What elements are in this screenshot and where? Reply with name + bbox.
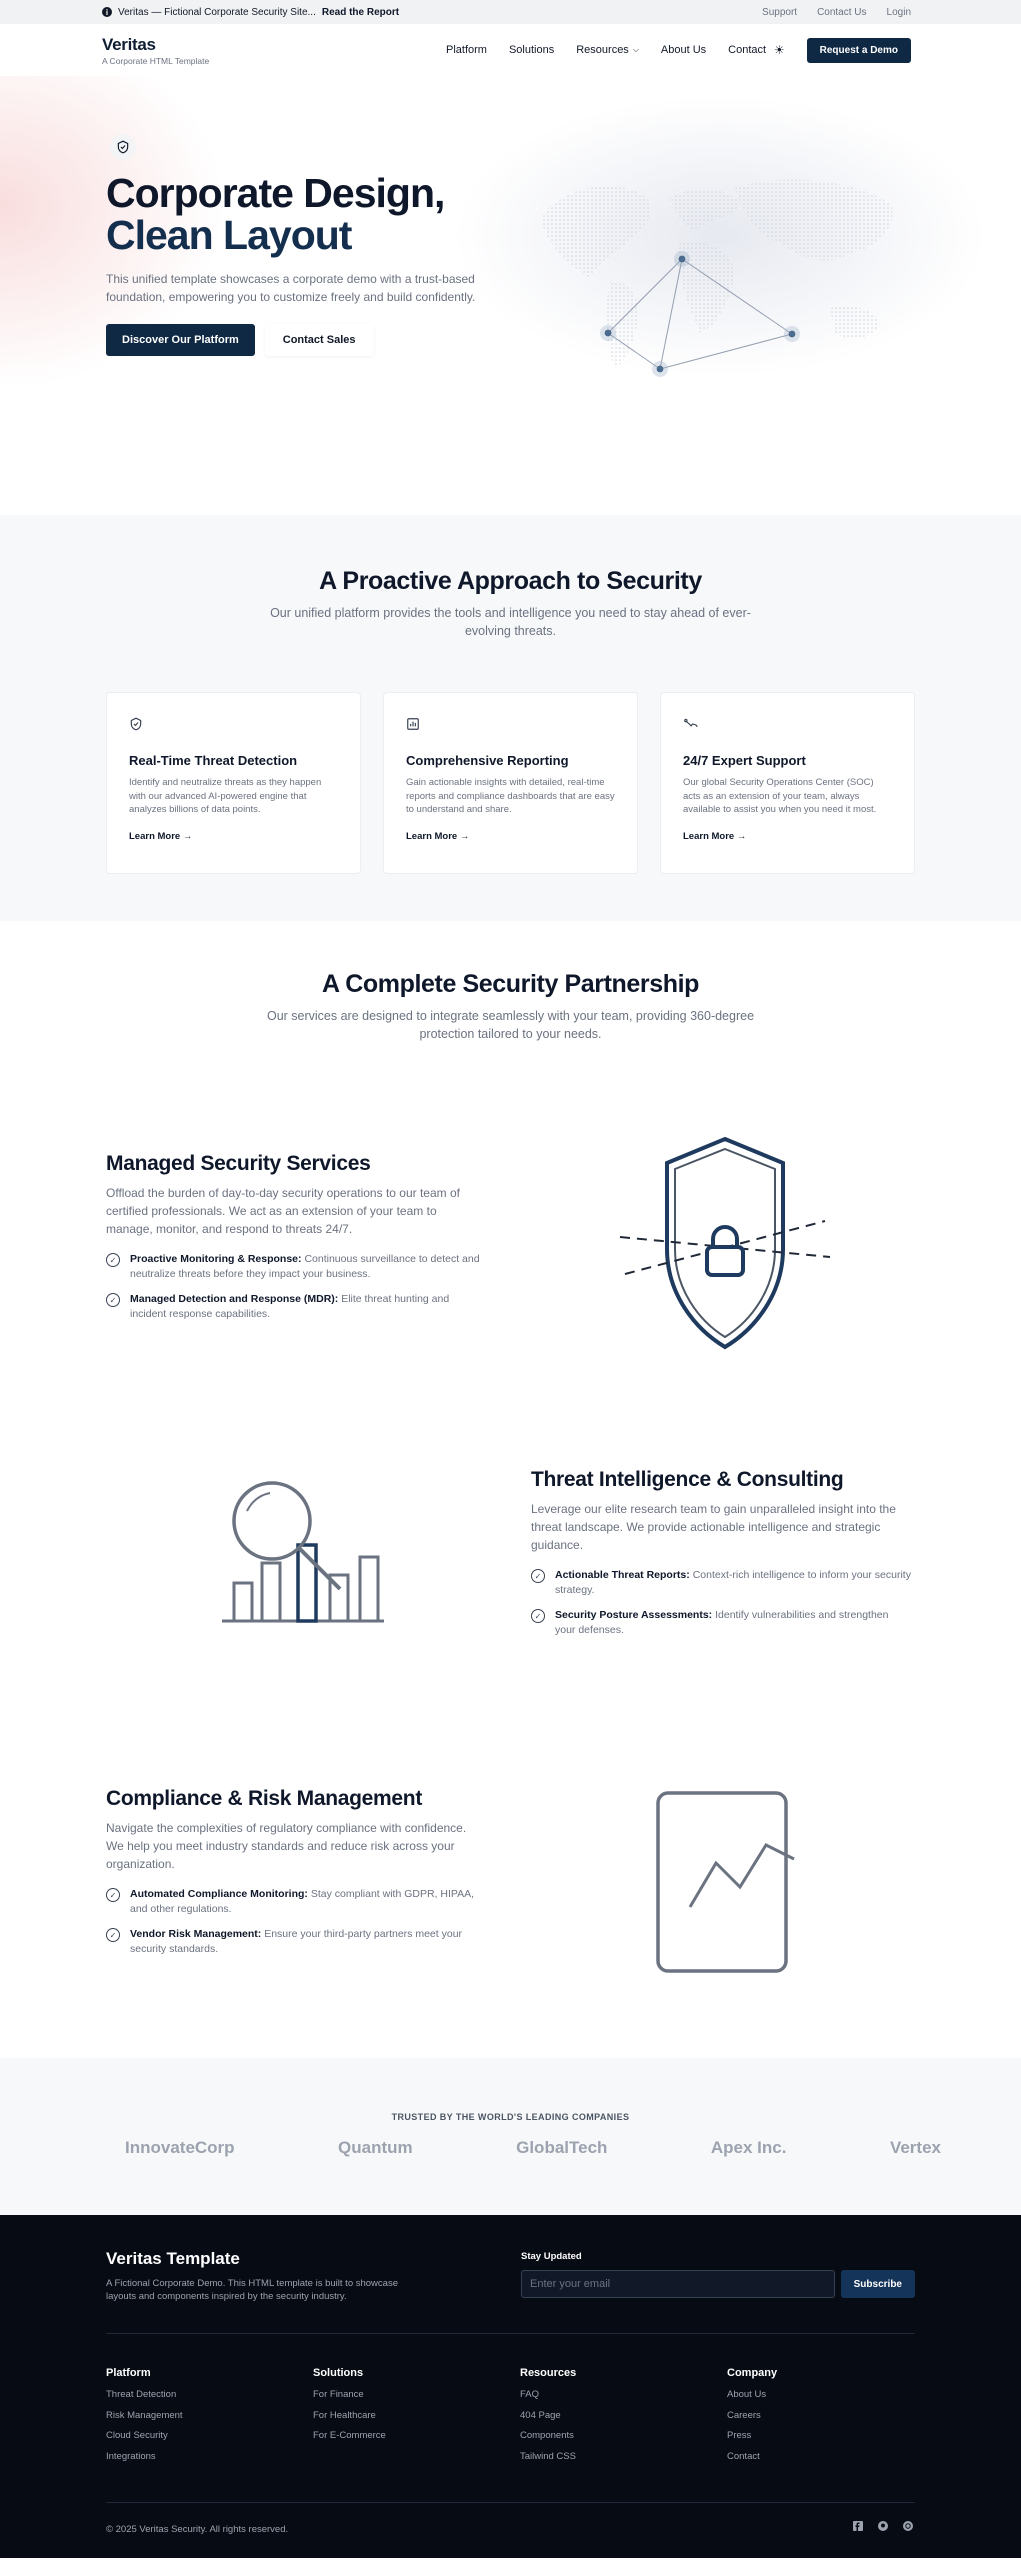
- learn-more-link[interactable]: Learn More →: [406, 830, 470, 842]
- hero-content: [106, 134, 526, 356]
- feature-description: Navigate the complexities of regulatory compliance with confidence. We help you meet industry standards and reduce risk across your organization.: [106, 1821, 467, 1871]
- announcement-bar: [0, 0, 1021, 24]
- feature-description: Leverage our elite research team to gain unparalleled insight into the threat landscape. We provide actionable intelligence and strategic guidance.: [531, 1502, 896, 1552]
- card-expert-support: [660, 692, 915, 874]
- hero-title: [106, 172, 526, 256]
- email-input[interactable]: [521, 2270, 835, 2298]
- sun-icon[interactable]: ☀: [773, 43, 785, 57]
- list-item: ✓ Vendor Risk Management: Ensure your third-party partners meet your security standards.: [106, 1927, 486, 1957]
- partnership-section: [0, 921, 1021, 2058]
- brand-name: Veritas: [102, 34, 156, 54]
- world-map-illustration: [530, 158, 910, 388]
- check-circle-icon: ✓: [106, 1888, 120, 1902]
- card-threat-detection: [106, 692, 361, 874]
- login-link[interactable]: Login: [886, 6, 911, 18]
- partnership-title: A Complete Security Partnership: [321, 970, 700, 998]
- feature-description: Offload the burden of day-to-day security operations to our team of certified professionals. We act as an extension of your team to manage, monitor, and respond to threats 24/7.: [106, 1186, 460, 1236]
- read-report-link[interactable]: Read the Report: [321, 6, 400, 18]
- nav-links: [446, 44, 766, 56]
- footer-about: A Fictional Corporate Demo. This HTML template is built to showcase layouts and components inspired by the security industry.: [106, 2278, 398, 2302]
- announcement: [102, 7, 399, 18]
- nav-contact[interactable]: Contact: [728, 44, 767, 56]
- hero-title-line1: Corporate Design,: [106, 170, 445, 216]
- feature-title: Compliance & Risk Management: [106, 1787, 423, 1810]
- footer-link[interactable]: For Healthcare: [313, 2409, 376, 2421]
- card-title: 24/7 Expert Support: [683, 753, 806, 768]
- nav-resources[interactable]: [576, 44, 639, 56]
- feature-compliance: [106, 1787, 486, 1967]
- shield-lock-illustration: [615, 1129, 835, 1359]
- discover-platform-button[interactable]: Discover Our Platform: [106, 324, 255, 356]
- footer-divider: [106, 2333, 915, 2334]
- contact-us-link[interactable]: Contact Us: [817, 6, 867, 18]
- footer-col-platform: [106, 2367, 313, 2471]
- card-title: Comprehensive Reporting: [406, 753, 569, 768]
- card-reporting: [383, 692, 638, 874]
- logo-globaltech: GlobalTech: [516, 2138, 608, 2157]
- card-title: Real-Time Threat Detection: [129, 753, 298, 768]
- trusted-section: [0, 2058, 1021, 2215]
- support-link[interactable]: Support: [762, 6, 798, 18]
- footer-link[interactable]: About Us: [727, 2389, 767, 2400]
- logo-innovatecorp: InnovateCorp: [125, 2138, 235, 2157]
- github-icon[interactable]: [876, 2519, 890, 2533]
- copyright: © 2025 Veritas Security. All rights reserved.: [106, 2524, 289, 2535]
- list-item: ✓ Proactive Monitoring & Response: Continuous surveillance to detect and neutralize threats before they impact your business.: [106, 1252, 486, 1282]
- check-circle-icon: ✓: [106, 1253, 120, 1267]
- footer-brand-name: Veritas Template: [106, 2249, 240, 2268]
- company-logos: [0, 2138, 1021, 2158]
- feature-cards: [0, 692, 1021, 874]
- headset-icon: [683, 717, 697, 731]
- feature-list: [106, 1252, 486, 1322]
- announcement-text: Veritas — Fictional Corporate Security Site...: [118, 6, 316, 18]
- shield-check-icon: [110, 134, 136, 160]
- social-links: [851, 2519, 915, 2533]
- footer-link[interactable]: Risk Management: [106, 2409, 183, 2421]
- footer-col-title: Platform: [106, 2367, 151, 2379]
- request-demo-button[interactable]: Request a Demo: [807, 38, 911, 63]
- footer-divider: [106, 2502, 915, 2503]
- footer-columns: [106, 2367, 934, 2471]
- card-text: Gain actionable insights with detailed, real-time reports and compliance dashboards that are easy to understand and share.: [406, 777, 615, 815]
- footer-col-resources: [520, 2367, 727, 2471]
- footer-col-company: [727, 2367, 934, 2471]
- footer-col-solutions: [313, 2367, 520, 2471]
- footer-link[interactable]: Tailwind CSS: [520, 2450, 576, 2462]
- main-nav: [0, 24, 1021, 76]
- logo-quantum: Quantum: [338, 2138, 413, 2157]
- newsletter-label: Stay Updated: [521, 2251, 582, 2262]
- feature-list: [531, 1568, 911, 1638]
- nav-solutions[interactable]: Solutions: [508, 44, 555, 56]
- dribbble-icon[interactable]: [901, 2519, 915, 2533]
- shield-icon: [129, 717, 143, 731]
- hero-actions: [106, 324, 526, 356]
- newsletter-form: [521, 2270, 915, 2298]
- footer: [0, 2215, 1021, 2558]
- hero-title-line2: Clean Layout: [106, 212, 352, 258]
- proactive-section: [0, 515, 1021, 921]
- nav-about[interactable]: About Us: [660, 44, 707, 56]
- chevron-down-icon: ⌵: [632, 45, 639, 54]
- list-item: ✓ Security Posture Assessments: Identify vulnerabilities and strengthen your defenses.: [531, 1608, 911, 1638]
- hero-description: This unified template showcases a corporate demo with a trust-based foundation, empowering you to customize freely and build confidently.: [106, 272, 476, 304]
- brand-tagline: A Corporate HTML Template: [102, 55, 210, 66]
- trusted-label: TRUSTED BY THE WORLD'S LEADING COMPANIES: [391, 2112, 630, 2122]
- footer-link[interactable]: Cloud Security: [106, 2430, 168, 2441]
- footer-link[interactable]: Integrations: [106, 2450, 156, 2462]
- list-item: ✓ Actionable Threat Reports: Context-rich intelligence to inform your security strategy.: [531, 1568, 911, 1598]
- footer-link[interactable]: For E-Commerce: [313, 2430, 386, 2441]
- footer-link[interactable]: Contact: [727, 2450, 760, 2462]
- contact-sales-button[interactable]: Contact Sales: [265, 324, 374, 356]
- facebook-icon[interactable]: [851, 2519, 865, 2533]
- list-item: ✓ Automated Compliance Monitoring: Stay compliant with GDPR, HIPAA, and other regulations.: [106, 1887, 486, 1917]
- feature-threat-intelligence: [531, 1468, 911, 1648]
- nav-resources-label: Resources: [576, 44, 629, 56]
- logo-vertex: Vertex: [889, 2138, 941, 2157]
- learn-more-link[interactable]: Learn More →: [683, 830, 747, 842]
- footer-link[interactable]: FAQ: [520, 2389, 540, 2400]
- hero: [0, 76, 1021, 515]
- utility-links: [762, 7, 911, 18]
- feature-title: Threat Intelligence & Consulting: [531, 1468, 844, 1491]
- check-circle-icon: ✓: [531, 1569, 545, 1583]
- check-circle-icon: ✓: [106, 1928, 120, 1942]
- magnifier-chart-illustration: [212, 1473, 392, 1633]
- footer-col-title: Solutions: [313, 2367, 364, 2379]
- learn-more-link[interactable]: Learn More →: [129, 830, 193, 842]
- card-text: Identify and neutralize threats as they happen with our advanced AI-powered engine that analyzes billions of data points.: [129, 777, 322, 815]
- feature-title: Managed Security Services: [106, 1152, 371, 1175]
- footer-link[interactable]: Components: [520, 2430, 574, 2441]
- partnership-subtitle: Our services are designed to integrate seamlessly with your team, providing 360-degree protection tailored to your needs.: [266, 1009, 755, 1041]
- footer-link[interactable]: 404 Page: [520, 2409, 561, 2421]
- footer-col-title: Company: [727, 2367, 778, 2379]
- list-item: ✓ Managed Detection and Response (MDR): Elite threat hunting and incident response capabilities.: [106, 1292, 486, 1322]
- report-icon: [406, 717, 420, 731]
- nav-actions: [774, 38, 911, 63]
- tablet-chart-illustration: [652, 1787, 802, 1977]
- check-circle-icon: ✓: [531, 1609, 545, 1623]
- footer-brand: [106, 2249, 426, 2303]
- info-icon: i: [102, 7, 112, 17]
- footer-link[interactable]: Press: [727, 2430, 752, 2441]
- newsletter: [521, 2251, 915, 2298]
- footer-link[interactable]: Threat Detection: [106, 2389, 177, 2400]
- feature-managed-security: [106, 1152, 486, 1332]
- brand[interactable]: [102, 35, 342, 66]
- logo-apex: Apex Inc.: [710, 2138, 787, 2157]
- footer-col-title: Resources: [520, 2367, 577, 2379]
- check-circle-icon: ✓: [106, 1293, 120, 1307]
- proactive-title: A Proactive Approach to Security: [319, 567, 702, 595]
- proactive-subtitle: Our unified platform provides the tools and intelligence you need to stay ahead of ever-evolving threats.: [270, 606, 751, 638]
- card-text: Our global Security Operations Center (SOC) acts as an extension of your team, always available to assist you when you need it most.: [683, 777, 877, 815]
- footer-link[interactable]: For Finance: [313, 2389, 364, 2400]
- footer-link[interactable]: Careers: [727, 2409, 761, 2421]
- nav-platform[interactable]: Platform: [446, 44, 487, 56]
- feature-list: [106, 1887, 486, 1957]
- subscribe-button[interactable]: Subscribe: [841, 2270, 915, 2298]
